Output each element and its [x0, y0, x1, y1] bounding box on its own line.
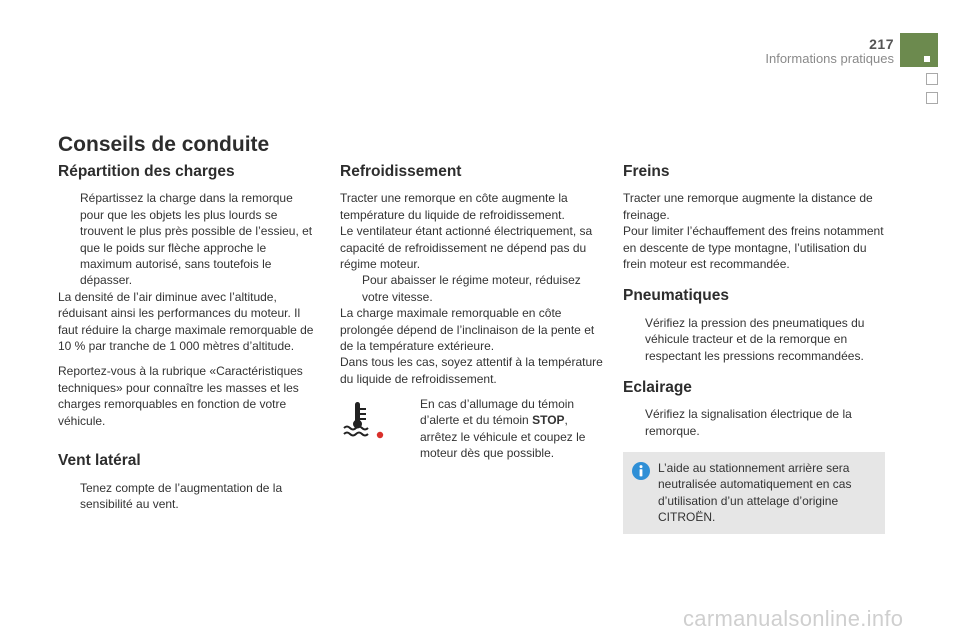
info-box	[623, 452, 885, 534]
heading-eclairage: Eclairage	[623, 379, 692, 397]
coolant-warning-block	[342, 396, 608, 466]
watermark: carmanualsonline.info	[683, 606, 904, 631]
bullet-text: Répartissez la charge dans la remorque pour que les objets les plus lourds se trouvent le plus près possible de l’essieu, et que le poids sur flèche approche le maximum autorisé, sans toutefois le dépasser.	[80, 191, 313, 288]
section-label: Informations pratiques	[765, 51, 894, 66]
info-icon	[632, 462, 650, 480]
bullet-item	[58, 480, 320, 513]
paragraph: Reportez-vous à la rubrique «Caractéristiques techniques» pour connaître les masses et les charges remorquables en fonction de votre véhicule.	[58, 364, 303, 428]
paragraph: Tracter une remorque en côte augmente la température du liquide de refroidissement.	[340, 191, 568, 222]
paragraph: Le ventilateur étant actionné électriquement, sa capacité de refroidissement ne dépend pas du régime moteur.	[340, 224, 593, 272]
warning-text-before: En cas d’allumage du témoin d’alerte et du témoin	[420, 397, 575, 428]
page-number: 217	[869, 36, 894, 52]
warning-text-after: , arrêtez le véhicule et coupez le moteur dès que possible.	[420, 413, 586, 461]
stop-label: STOP	[532, 413, 565, 428]
bullet-text: Vérifiez la pression des pneumatiques du véhicule tracteur et de la remorque en respectant les pressions recommandées.	[645, 315, 865, 363]
coolant-temperature-warning-icon	[342, 400, 386, 440]
paragraph: Pour limiter l’échauffement des freins notamment en descente de type montagne, l’utilisation du frein moteur est recommandée.	[623, 224, 884, 272]
paragraph: Tracter une remorque augmente la distance de freinage.	[623, 191, 873, 222]
heading-refroidissement: Refroidissement	[340, 163, 462, 180]
chapter-tab-active[interactable]	[900, 33, 938, 67]
bullet-item	[340, 272, 606, 305]
column-right	[623, 164, 887, 439]
column-middle	[340, 164, 606, 387]
heading-freins: Freins	[623, 163, 670, 180]
bullet-item	[623, 315, 887, 364]
heading-repartition: Répartition des charges	[58, 163, 235, 180]
tab-marker-icon	[924, 56, 930, 62]
heading-pneumatiques: Pneumatiques	[623, 287, 729, 305]
page-header	[765, 36, 894, 66]
paragraph: Dans tous les cas, soyez attentif à la température du liquide de refroidissement.	[340, 355, 603, 386]
page-title: Conseils de conduite	[58, 133, 270, 156]
heading-vent: Vent latéral	[58, 452, 141, 470]
bullet-item	[623, 406, 887, 439]
paragraph: La densité de l’air diminue avec l’altitude, réduisant ainsi les performances du moteur. Il faut réduire la charge maximale remorquable de 10 % par tranche de 1 000 mètres d’altitude.	[58, 289, 314, 354]
bullet-text: Pour abaisser le régime moteur, réduisez votre vitesse.	[362, 273, 581, 304]
bullet-item	[398, 396, 608, 462]
bullet-text: Tenez compte de l’augmentation de la sensibilité au vent.	[80, 480, 283, 511]
chapter-tab[interactable]	[926, 92, 938, 104]
paragraph: La charge maximale remorquable en côte prolongée dépend de l’inclinaison de la pente et de la température extérieure.	[340, 306, 595, 354]
info-text: L’aide au stationnement arrière sera neutralisée automatiquement en cas d’utilisation d’un attelage d’origine CITROËN.	[658, 461, 852, 525]
column-left	[58, 164, 320, 512]
bullet-item	[58, 190, 320, 288]
chapter-tab[interactable]	[926, 73, 938, 85]
bullet-text: Vérifiez la signalisation électrique de la remorque.	[645, 407, 852, 438]
